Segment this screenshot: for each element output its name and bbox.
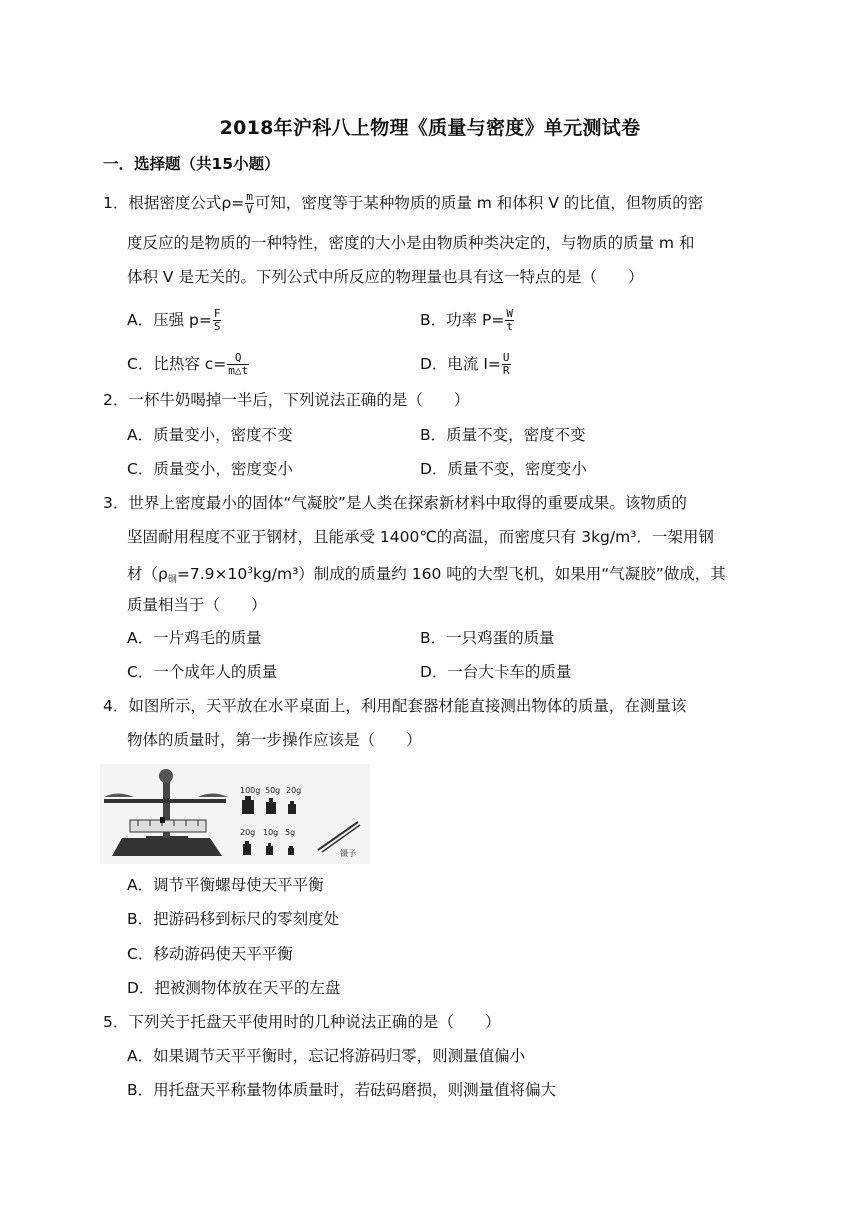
- q3-option-d: D．一台大卡车的质量: [420, 663, 572, 681]
- weight-50g-label: 50g: [265, 786, 281, 795]
- pressure-fraction: $\frac{F}{S}$: [213, 307, 221, 333]
- weight-10g-label: 10g: [263, 828, 279, 837]
- q2-option-a: A．质量变小，密度不变: [127, 426, 293, 444]
- q3-line-1: 3．世界上密度最小的固体“气凝胶”是人类在探索新材料中取得的重要成果。该物质的: [103, 494, 687, 512]
- current-fraction: $\frac{U}{R}$: [502, 351, 510, 377]
- heat-capacity-fraction: $\frac{Q}{m\triangle t}$: [228, 351, 249, 377]
- q4-line-2: 物体的质量时，第一步操作应该是（ ）: [127, 731, 422, 749]
- page-title: 2018年沪科八上物理《质量与密度》单元测试卷: [219, 117, 641, 139]
- weight-20g-label-1: 20g: [286, 786, 302, 795]
- q2-option-c: C．质量变小，密度变小: [127, 460, 293, 478]
- balance-figure: [100, 764, 370, 864]
- q3-line-4: 质量相当于（ ）: [127, 596, 267, 614]
- weight-100g-label: 100g: [240, 786, 261, 795]
- q1-text-b: 可知，密度等于某种物质的质量 m 和体积 V 的比值，但物质的密: [254, 194, 704, 212]
- q2-option-d: D．质量不变，密度变小: [420, 460, 587, 478]
- q4-option-c: C．移动游码使天平平衡: [127, 945, 293, 963]
- tweezers-label: 镊子: [340, 849, 356, 858]
- q5-stem: 5．下列关于托盘天平使用时的几种说法正确的是（ ）: [103, 1013, 501, 1031]
- balance-illustration: [100, 764, 370, 864]
- q3-option-b: B．一只鸡蛋的质量: [420, 629, 555, 647]
- q3-option-c: C．一个成年人的质量: [127, 663, 278, 681]
- q3-line-2: 坚固耐用程度不亚于钢材，且能承受 1400℃的高温，而密度只有 3kg/m³．一架用钢: [127, 528, 714, 546]
- q3-option-a: A．一片鸡毛的质量: [127, 629, 262, 647]
- q3-line-3: 材$(\rho_钢=7.9\times 10^3kg/m^3)$制成的质量约 160 吨的大型飞机，如果用“气凝胶”做成，其: [127, 565, 726, 585]
- q5-option-a: A．如果调节天平平衡时，忘记将游码归零，则测量值偏小: [127, 1047, 526, 1065]
- q5-option-b: B．用托盘天平称量物体质量时，若砝码磨损，则测量值将偏大: [127, 1081, 557, 1099]
- q2-option-b: B．质量不变，密度不变: [420, 426, 586, 444]
- q1-line-3: 体积 V 是无关的。下列公式中所反应的物理量也具有这一特点的是（ ）: [127, 268, 644, 286]
- q1-line-1: [103, 191, 703, 216]
- q1-option-a: A．压强 p= $\frac{F}{S}$: [127, 307, 221, 333]
- q1-option-d: D．电流 I= $\frac{U}{R}$: [420, 351, 510, 377]
- q4-option-d: D．把被测物体放在天平的左盘: [127, 979, 341, 997]
- q4-line-1: 4．如图所示，天平放在水平桌面上，利用配套器材能直接测出物体的质量，在测量该: [103, 697, 687, 715]
- q4-option-a: A．调节平衡螺母使天平平衡: [127, 876, 324, 894]
- weight-20g-label-2: 20g: [240, 828, 256, 837]
- q1-line-2: 度反应的是物质的一种特性，密度的大小是由物质种类决定的，与物质的质量 m 和: [127, 234, 695, 252]
- power-fraction: $\frac{W}{t}$: [506, 307, 514, 333]
- q2-stem: 2．一杯牛奶喝掉一半后，下列说法正确的是（ ）: [103, 391, 470, 409]
- section-heading: 一．选择题（共15小题）: [103, 155, 280, 173]
- q1-option-b: B．功率 P= $\frac{W}{t}$: [420, 307, 514, 333]
- q1-text-a: 1．根据密度公式ρ=: [103, 194, 245, 212]
- density-formula-fraction: $\frac{m}{V}$: [246, 190, 253, 216]
- q1-option-c: C．比热容 c= $\frac{Q}{m\triangle t}$: [127, 351, 249, 377]
- weight-5g-label: 5g: [285, 828, 296, 837]
- q4-option-b: B．把游码移到标尺的零刻度处: [127, 910, 340, 928]
